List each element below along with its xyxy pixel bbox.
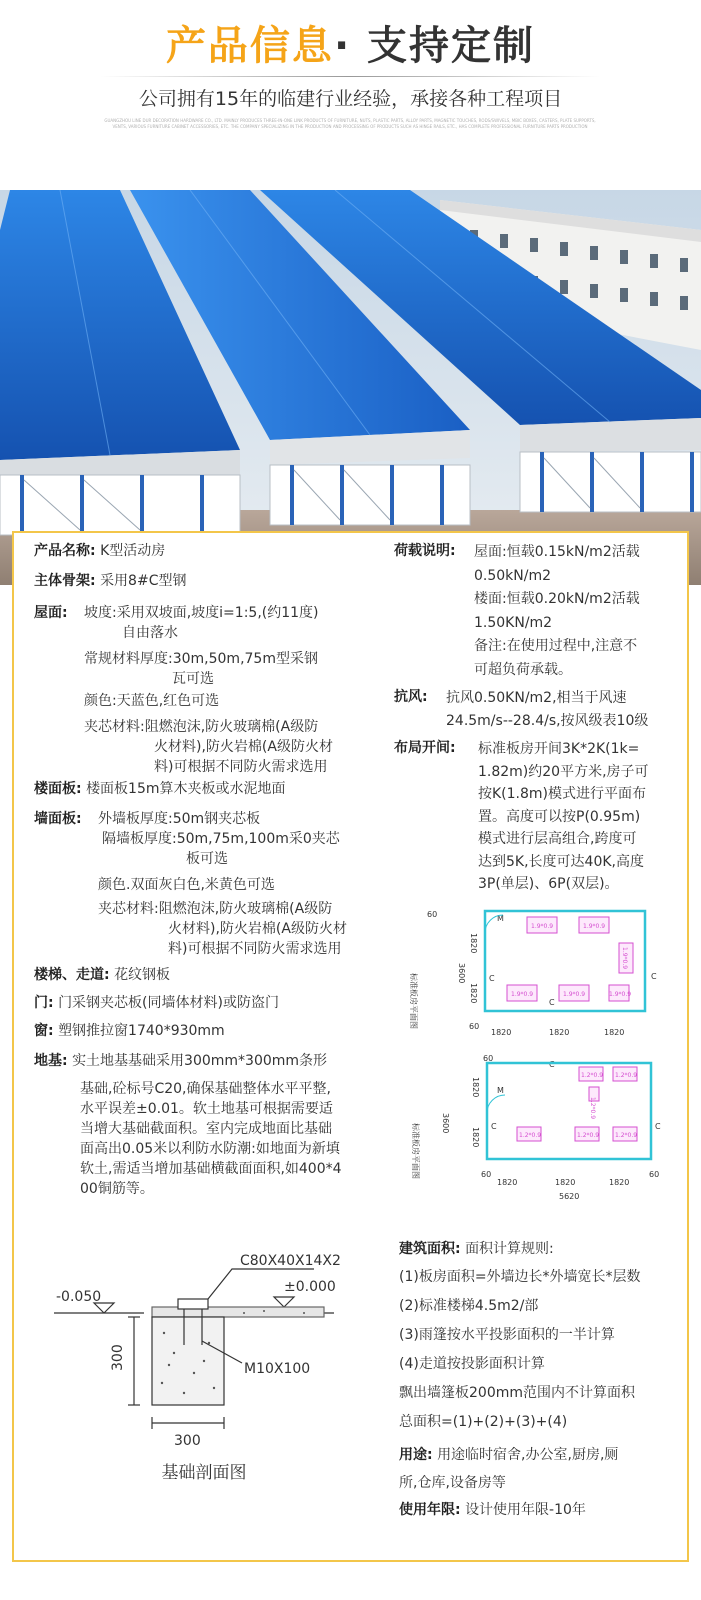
spec-line: 当增大基础截面积。室内完成地面比基础 — [80, 1121, 332, 1137]
spec-label: 屋面: — [34, 605, 68, 621]
spec-line: 水平误差±0.01。软土地基可根据需要适 — [80, 1101, 333, 1117]
spec-line: (4)走道按投影面积计算 — [399, 1356, 545, 1372]
window-mark: C — [489, 974, 495, 983]
spec-label: 抗风: — [394, 689, 428, 705]
spec-label: 使用年限: — [399, 1502, 461, 1518]
spec-line: 达到5K,长度可达40K,高度 — [478, 853, 644, 870]
spec-line: 抗风0.50KN/m2,相当于风速 — [446, 690, 627, 706]
window-mark: C — [549, 998, 555, 1007]
page-subtitle: 公司拥有15年的临建行业经验，承接各种工程项目 — [138, 88, 563, 110]
spec-area — [399, 1235, 684, 1263]
spec-label: 产品名称: — [34, 543, 96, 559]
spec-line: 瓦可选 — [172, 671, 214, 687]
spec-line: 飘出墙篷板200mm范围内不计算面积 — [399, 1385, 635, 1401]
spec-label: 用途: — [399, 1447, 433, 1463]
dim-side: 1820 — [471, 1077, 480, 1098]
window-mark: C — [655, 1122, 661, 1131]
spec-area-lines — [399, 1263, 684, 1437]
spec-line: 总面积=(1)+(2)+(3)+(4) — [399, 1414, 568, 1430]
spec-line: 标准板房开间3K*2K(1k= — [478, 741, 640, 757]
spec-line: 常规材料厚度:30m,50m,75m型采钢 — [84, 651, 318, 667]
dim-bottom: 1820 — [604, 1028, 625, 1037]
spec-life — [399, 1497, 684, 1523]
level-high-label: ±0.000 — [284, 1279, 336, 1295]
spec-line: 备注:在使用过程中,注意不 — [474, 638, 638, 654]
spec-line: 所,仓库,设备房等 — [399, 1475, 506, 1491]
spec-wind-lines — [446, 687, 686, 733]
bed-label: 1.9*0.9 — [511, 991, 534, 998]
spec-value: 采用8#C型钢 — [100, 573, 187, 589]
spec-line: 3P(单层)、6P(双层)。 — [478, 876, 619, 892]
spec-stairs — [34, 965, 394, 985]
spec-area-block — [399, 1235, 684, 1523]
spec-line: 颜色:天蓝色,红色可选 — [84, 693, 220, 709]
floor-plan-2 — [399, 1053, 684, 1203]
spec-foundation-lines — [80, 1079, 396, 1199]
spec-line: 隔墙板厚度:50m,75m,100m采0夹芯 — [102, 831, 340, 847]
spec-line: 外墙板厚度:50m钢夹芯板 — [98, 811, 261, 827]
bed-label: 1.2*0.9 — [581, 1072, 604, 1079]
plan-side-title: 标准板房平面图 — [411, 1123, 420, 1179]
spec-line: 自由落水 — [122, 625, 178, 641]
spec-frame — [34, 571, 394, 591]
spec-line: 屋面:恒载0.15kN/m2活载 — [474, 544, 640, 560]
spec-panel — [12, 531, 689, 1562]
spec-line: 24.5m/s--28.4/s,按风级表10级 — [446, 713, 649, 729]
spec-value: K型活动房 — [100, 543, 166, 559]
door-mark: M — [497, 914, 504, 923]
spec-label: 墙面板: — [34, 811, 82, 827]
spec-line: 楼面:恒载0.20kN/m2活载 — [474, 591, 640, 607]
spec-line: 软土,需适当增加基础横截面面积,如400*4 — [80, 1161, 342, 1177]
width-label: 300 — [174, 1433, 201, 1449]
spec-line: 按K(1.8m)模式进行平面布 — [478, 786, 647, 802]
bed-label: 1.9*0.9 — [609, 991, 632, 998]
product-photo — [0, 190, 701, 585]
bed-label: 1.2*0.9 — [577, 1132, 600, 1139]
spec-value: 花纹钢板 — [114, 967, 171, 983]
bed-label: 1.9*0.9 — [531, 923, 554, 930]
bed-label: 1.9*0.9 — [583, 923, 606, 930]
bolt-label: M10X100 — [244, 1361, 311, 1377]
spec-value: 用途临时宿舍,办公室,厨房,厕 — [437, 1447, 619, 1463]
dim-bottom: 1820 — [497, 1178, 518, 1187]
bed-label: 1.9*0.9 — [621, 947, 628, 970]
window-mark: C — [549, 1060, 555, 1069]
spec-value: 塑钢推拉窗1740*930mm — [58, 1023, 225, 1039]
spec-value: 门采钢夹芯板(同墙体材料)或防盗门 — [58, 995, 279, 1011]
spec-line: 1.82m)约20平方米,房子可 — [478, 763, 649, 780]
spec-value: 楼面板15m算木夹板或水泥地面 — [86, 781, 286, 797]
spec-line: (2)标准楼梯4.5m2/部 — [399, 1298, 539, 1314]
beam-label: C80X40X14X2 — [240, 1253, 341, 1269]
bed-label: 1.2*0.9 — [519, 1132, 542, 1139]
spec-line: 火材料),防火岩棉(A级防火材 — [168, 921, 347, 937]
title-rest: · 支持定制 — [333, 23, 536, 69]
dim-side-total: 3600 — [441, 1113, 450, 1134]
spec-line: 坡度:采用双坡面,坡度i=1:5,(约11度) — [84, 605, 319, 621]
window-mark: C — [651, 972, 657, 981]
dim-side: 1820 — [471, 1127, 480, 1148]
height-label: 300 — [110, 1344, 126, 1371]
spec-label: 荷载说明: — [394, 543, 456, 559]
spec-label: 主体骨架: — [34, 573, 96, 589]
spec-floor — [34, 779, 394, 799]
bed-label: 1.9*0.9 — [563, 991, 586, 998]
plan-side-title: 标准板房平面图 — [409, 973, 418, 1029]
spec-line: 0.50kN/m2 — [474, 567, 552, 584]
spec-line: 1.50KN/m2 — [474, 614, 553, 631]
level-low-label: -0.050 — [56, 1289, 102, 1305]
page-title — [0, 14, 701, 71]
dim-edge: 60 — [483, 1054, 494, 1063]
dim-bottom: 1820 — [609, 1178, 630, 1187]
spec-label: 布局开间: — [394, 740, 456, 756]
spec-wind — [394, 687, 454, 707]
spec-line: 料)可根据不同防火需求选用 — [154, 759, 328, 775]
spec-line: 面高出0.05米以利防水防潮:如地面为新填 — [80, 1141, 340, 1157]
spec-line: 板可选 — [186, 851, 228, 867]
spec-load-lines — [474, 541, 679, 682]
spec-line: 料)可根据不同防火需求选用 — [168, 941, 342, 957]
title-divider — [100, 76, 600, 77]
spec-door — [34, 993, 394, 1013]
dim-edge: 60 — [649, 1170, 660, 1179]
spec-value: 实土地基基础采用300mm*300mm条形 — [72, 1053, 328, 1069]
page-header — [0, 0, 701, 190]
door-mark: M — [497, 1086, 504, 1095]
dim-side: 1820 — [469, 933, 478, 954]
spec-label: 窗: — [34, 1023, 54, 1039]
bed-label: 1.2*0.9 — [615, 1132, 638, 1139]
spec-roof-lines — [84, 603, 394, 777]
dim-bottom: 1820 — [491, 1028, 512, 1037]
dim-side-total: 3600 — [457, 963, 466, 984]
spec-use — [399, 1441, 684, 1497]
title-highlight: 产品信息 — [165, 23, 334, 69]
dim-side: 1820 — [469, 983, 478, 1004]
spec-foundation — [34, 1051, 394, 1071]
spec-label: 建筑面积: — [399, 1241, 461, 1257]
spec-label: 楼梯、走道: — [34, 967, 110, 983]
spec-label: 楼面板: — [34, 781, 82, 797]
section-caption: 基础剖面图 — [161, 1463, 247, 1483]
spec-line: 00铜筋等。 — [80, 1181, 154, 1197]
foundation-section-drawing — [34, 1233, 374, 1493]
spec-layout-lines — [478, 738, 683, 896]
spec-line: 夹芯材料:阻燃泡沫,防火玻璃棉(A级防 — [84, 719, 319, 735]
dim-edge: 60 — [469, 1022, 480, 1031]
spec-line: 火材料),防火岩棉(A级防火材 — [154, 739, 333, 755]
bed-label: 1.2*0.9 — [589, 1097, 596, 1120]
spec-line: 基础,砼标号C20,确保基础整体水平平整, — [80, 1081, 331, 1097]
dim-bottom: 1820 — [555, 1178, 576, 1187]
spec-line: 颜色.双面灰白色,米黄色可选 — [98, 877, 275, 893]
dim-edge: 60 — [427, 910, 438, 919]
spec-layout — [394, 738, 484, 758]
spec-value: 设计使用年限-10年 — [465, 1502, 586, 1518]
spec-window — [34, 1021, 394, 1041]
spec-line: 可超负荷承载。 — [474, 661, 572, 678]
spec-line: 置。高度可以按P(0.95m) — [478, 808, 641, 825]
spec-line: 夹芯材料:阻燃泡沫,防火玻璃棉(A级防 — [98, 901, 333, 917]
spec-label: 门: — [34, 995, 54, 1011]
dim-total: 5620 — [559, 1192, 580, 1201]
floor-plan-1 — [399, 903, 684, 1043]
spec-line: (1)板房面积=外墙边长*外墙宽长*层数 — [399, 1269, 641, 1285]
dim-edge: 60 — [481, 1170, 492, 1179]
bed-label: 1.2*0.9 — [615, 1072, 638, 1079]
spec-line: 模式进行层高组合,跨度可 — [478, 831, 637, 847]
window-mark: C — [491, 1122, 497, 1131]
spec-label: 地基: — [34, 1053, 68, 1069]
dim-bottom: 1820 — [549, 1028, 570, 1037]
spec-line: (3)雨篷按水平投影面积的一半计算 — [399, 1327, 615, 1343]
spec-wall-lines — [98, 809, 398, 959]
fine-print: GUANGZHOU LINE DUR DECORATION HARDWARE CO., LTD. MAINLY PRODUCES THREE-IN-ONE LINK PRODUCTS OF FURNITURE, NUTS, PLASTIC PARTS, ALLOY PARTS, MAGNETIC TOUCHES, RODS/SWIVELS, MBIC BOXES, CASTERS, PLATE SUPPORTS, VENTS, VARIOUS FURNITURE CABINET ACCESSORIES, ETC. THE COMPANY SPECIALIZING IN THE PRODUCTION AND PROCESSING OF PRODUCTS SUCH AS HINGE RAILS, ETC., HAS COMPLETE PROFESSIONAL FURNITURE PARTS PRODUCTION — [104, 118, 596, 129]
spec-product-name — [34, 541, 394, 561]
spec-load — [394, 541, 484, 561]
spec-value: 面积计算规则: — [465, 1241, 554, 1257]
